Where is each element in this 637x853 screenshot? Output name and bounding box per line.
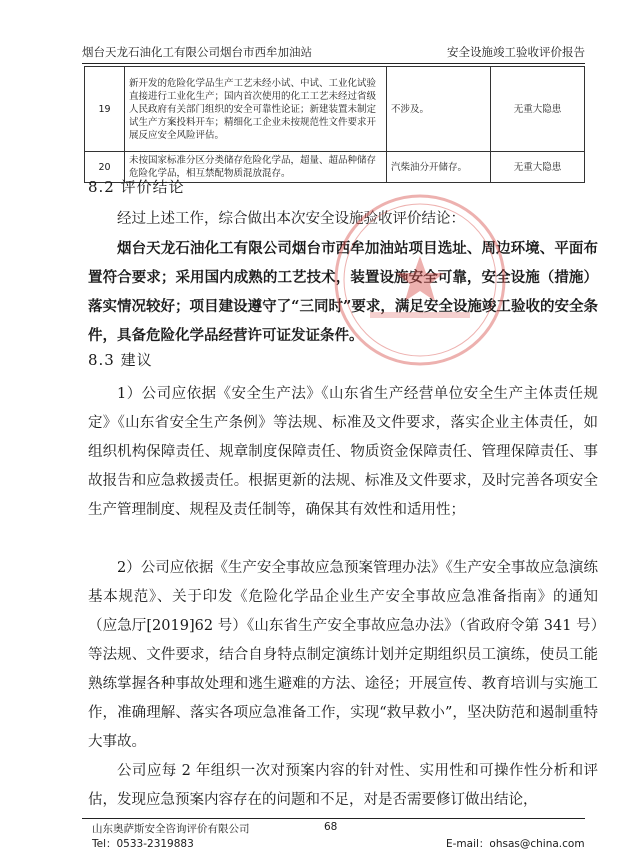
header-report-title: 安全设施竣工验收评价报告	[447, 45, 585, 59]
row-number: 19	[85, 67, 125, 152]
row-result: 无重大隐患	[491, 152, 585, 183]
suggestion-paragraph-2: 2）公司应依据《生产安全事故应急预案管理办法》《生产安全事故应急演练基本规范》、关于印发《危险化学品企业生产安全事故应急准备指南》的通知（应急厅[2019]62 号）《山东省生产安全事故应急办法》（省政府令第 341 号）等法规、文件要求，结合自身特点制定演练计划并定期组织员工演练，使员工能熟练掌握各种事故处理和逃生避难的方法、途径；开展宣传、教育培训与实施工作，准确理解、落实各项应急准备工作，实现“救早救小”，坚决防范和遏制重特大事故。	[88, 560, 598, 750]
page-number: 68	[324, 821, 338, 833]
row-check-status: 不涉及。	[387, 67, 491, 152]
header-company: 烟台天龙石油化工有限公司烟台市西牟加油站	[82, 45, 312, 59]
footer-tel: Tel：0533-2319883	[92, 838, 194, 850]
suggestion-paragraph-1: 1）公司应依据《安全生产法》《山东省生产经营单位安全生产主体责任规定》《山东省安全生产条例》等法规、标准及文件要求，落实企业主体责任，如组织机构保障责任、规章制度保障责任、物质资金保障责任、管理保障责任、事故报告和应急救援责任。根据更新的法规、标准及文件要求，及时完善各项安全生产管理制度、规程及责任制等，确保其有效性和适用性；	[88, 386, 598, 518]
suggestion-paragraph-3: 公司应每 2 年组织一次对预案内容的针对性、实用性和可操作性分析和评估，发现应急预案内容存在的问题和不足，对是否需要修订做出结论，	[88, 763, 598, 808]
conclusion-intro: 经过上述工作，综合做出本次安全设施验收评价结论：	[117, 211, 465, 227]
row-check-status: 汽柴油分开储存。	[387, 152, 491, 183]
footer-company: 山东奥萨斯安全咨询评价有限公司	[92, 823, 250, 835]
row-description: 新开发的危险化学品生产工艺未经小试、中试、工业化试验直接进行工业化生产；国内首次使用的化工工艺未经过省级人民政府有关部门组织的安全可靠性论证；新建装置未制定试生产方案投料开车；精细化工企业未按规范性文件要求开展反应安全风险评估。	[125, 67, 387, 152]
row-number: 20	[85, 152, 125, 183]
page-header	[82, 44, 585, 64]
hazard-check-table	[84, 66, 585, 183]
footer-email: E-mail：ohsas@china.com	[446, 838, 585, 850]
section-heading-8-3: 8.3 建议	[88, 351, 153, 369]
table-row	[85, 67, 585, 152]
header-divider	[82, 63, 585, 64]
conclusion-statement: 烟台天龙石油化工有限公司烟台市西牟加油站项目选址、周边环境、平面布置符合要求；采用国内成熟的工艺技术，装置设施安全可靠，安全设施（措施）落实情况较好；项目建设遵守了“三同时”要求，满足安全设施竣工验收的安全条件，具备危险化学品经营许可证发证条件。	[88, 240, 598, 344]
row-result: 无重大隐患	[491, 67, 585, 152]
footer-divider	[82, 818, 585, 819]
row-description: 未按国家标准分区分类储存危险化学品，超量、超品种储存危险化学品，相互禁配物质混放混存。	[125, 152, 387, 183]
section-heading-8-2: 8.2 评价结论	[88, 178, 185, 196]
